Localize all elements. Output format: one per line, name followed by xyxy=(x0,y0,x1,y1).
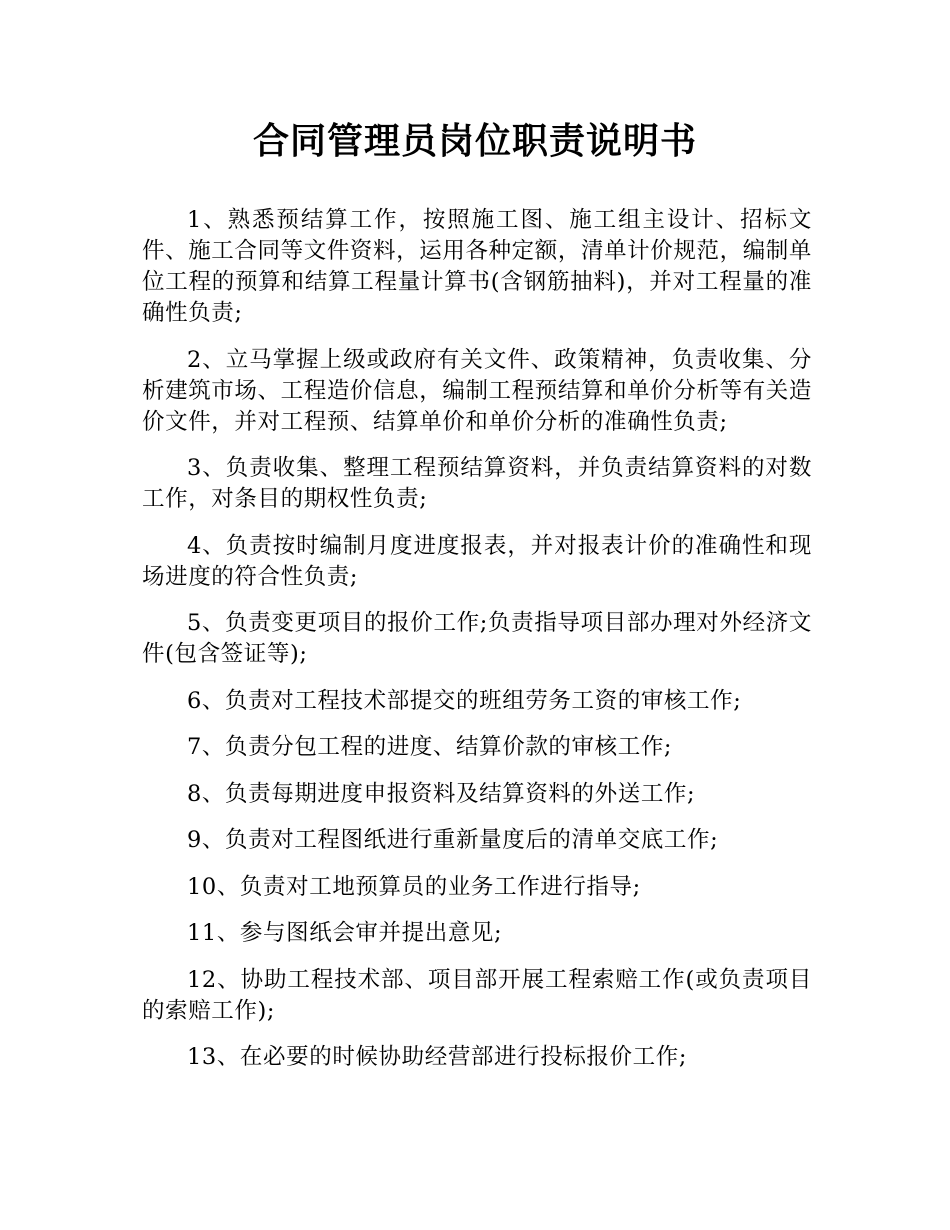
duty-item-12: 12、协助工程技术部、项目部开展工程索赔工作(或负责项目的索赔工作); xyxy=(142,966,812,1024)
duty-item-4: 4、负责按时编制月度进度报表，并对报表计价的准确性和现场进度的符合性负责; xyxy=(142,532,812,590)
duties-list xyxy=(142,205,812,1089)
duty-item-10: 10、负责对工地预算员的业务工作进行指导; xyxy=(187,873,641,900)
duty-item-3: 3、负责收集、整理工程预结算资料，并负责结算资料的对数工作，对条目的期权性负责; xyxy=(142,455,812,512)
duty-item-2: 2、立马掌握上级或政府有关文件、政策精神，负责收集、分析建筑市场、工程造价信息，编制工程预结算和单价分析等有关造价文件，并对工程预、结算单价和单价分析的准确性负责; xyxy=(142,346,812,435)
duty-item-11: 11、参与图纸会审并提出意见; xyxy=(187,920,503,946)
duty-item-6: 6、负责对工程技术部提交的班组劳务工资的审核工作; xyxy=(187,687,742,714)
page-title: 合同管理员岗位职责说明书 xyxy=(252,121,697,162)
duty-item-1: 1、熟悉预结算工作，按照施工图、施工组主设计、招标文件、施工合同等文件资料，运用各种定额，清单计价规范，编制单位工程的预算和结算工程量计算书(含钢筋抽料)，并对工程量的准确性负责; xyxy=(142,207,812,326)
duty-item-5: 5、负责变更项目的报价工作;负责指导项目部办理对外经济文件(包含签证等); xyxy=(142,610,812,667)
duty-item-7: 7、负责分包工程的进度、结算价款的审核工作; xyxy=(187,734,673,760)
duty-item-9: 9、负责对工程图纸进行重新量度后的清单交底工作; xyxy=(187,827,719,853)
duty-item-8: 8、负责每期进度申报资料及结算资料的外送工作; xyxy=(187,780,696,807)
duty-item-13: 13、在必要的时候协助经营部进行投标报价工作; xyxy=(187,1044,688,1070)
